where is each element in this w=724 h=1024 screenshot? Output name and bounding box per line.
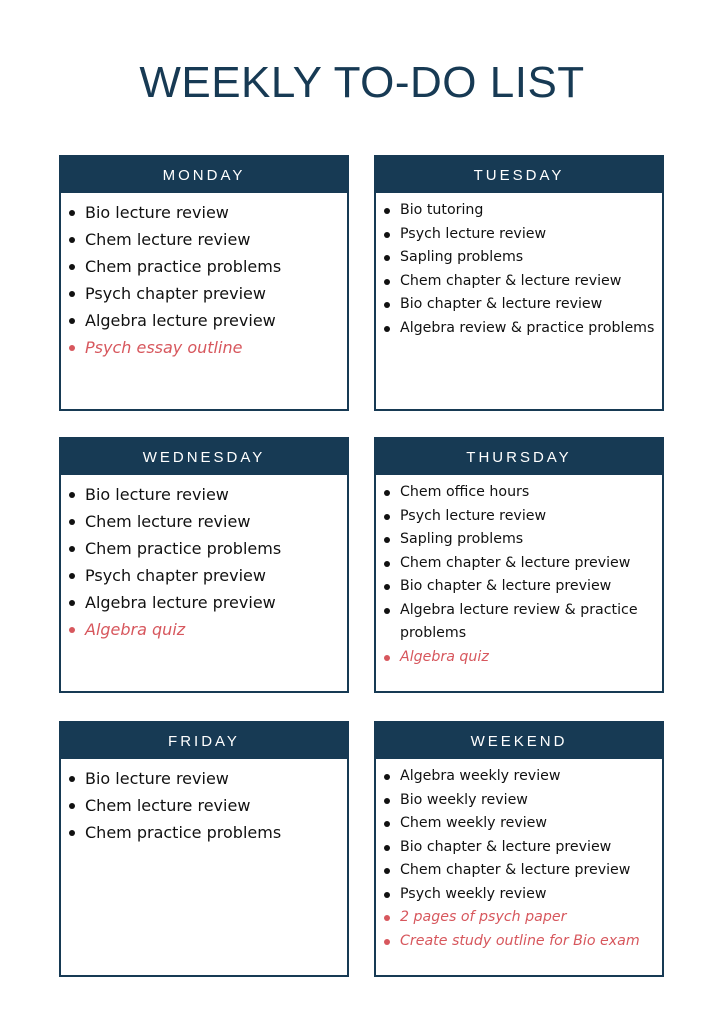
task-item-highlighted: Algebra quiz bbox=[61, 616, 343, 643]
task-item: Psych lecture review bbox=[376, 505, 658, 529]
task-item: Algebra lecture preview bbox=[61, 307, 343, 334]
task-list-wednesday bbox=[61, 475, 347, 643]
day-header-friday: FRIDAY bbox=[61, 723, 347, 759]
day-header-thursday: THURSDAY bbox=[376, 439, 662, 475]
task-item: Chem office hours bbox=[376, 481, 658, 505]
task-item: Chem chapter & lecture preview bbox=[376, 859, 658, 883]
day-card-friday bbox=[59, 721, 349, 977]
task-item: Psych chapter preview bbox=[61, 280, 343, 307]
day-header-weekend: WEEKEND bbox=[376, 723, 662, 759]
day-header-monday: MONDAY bbox=[61, 157, 347, 193]
task-item: Psych weekly review bbox=[376, 883, 658, 907]
task-item: Algebra weekly review bbox=[376, 765, 658, 789]
day-card-thursday bbox=[374, 437, 664, 693]
task-item: Algebra lecture preview bbox=[61, 589, 343, 616]
day-header-wednesday: WEDNESDAY bbox=[61, 439, 347, 475]
task-item: Bio tutoring bbox=[376, 199, 658, 223]
task-item-highlighted: 2 pages of psych paper bbox=[376, 906, 658, 930]
task-item: Algebra lecture review & practice problems bbox=[376, 599, 658, 646]
task-item: Chem lecture review bbox=[61, 508, 343, 535]
task-item: Bio weekly review bbox=[376, 789, 658, 813]
task-item: Chem practice problems bbox=[61, 819, 343, 846]
task-item: Bio chapter & lecture preview bbox=[376, 575, 658, 599]
task-item: Sapling problems bbox=[376, 528, 658, 552]
task-list-weekend bbox=[376, 759, 662, 953]
task-list-tuesday bbox=[376, 193, 662, 340]
task-item: Sapling problems bbox=[376, 246, 658, 270]
task-item: Chem practice problems bbox=[61, 253, 343, 280]
task-list-thursday bbox=[376, 475, 662, 669]
day-header-tuesday: TUESDAY bbox=[376, 157, 662, 193]
day-card-tuesday bbox=[374, 155, 664, 411]
task-item: Algebra review & practice problems bbox=[376, 317, 658, 341]
task-list-monday bbox=[61, 193, 347, 361]
task-item: Bio lecture review bbox=[61, 481, 343, 508]
task-item: Bio lecture review bbox=[61, 765, 343, 792]
page-title: WEEKLY TO-DO LIST bbox=[139, 58, 585, 107]
task-list-friday bbox=[61, 759, 347, 846]
task-item: Chem practice problems bbox=[61, 535, 343, 562]
day-card-wednesday bbox=[59, 437, 349, 693]
task-item: Chem chapter & lecture preview bbox=[376, 552, 658, 576]
task-item: Chem chapter & lecture review bbox=[376, 270, 658, 294]
task-item: Psych chapter preview bbox=[61, 562, 343, 589]
task-item: Chem weekly review bbox=[376, 812, 658, 836]
task-item-highlighted: Algebra quiz bbox=[376, 646, 658, 670]
task-item: Bio chapter & lecture review bbox=[376, 293, 658, 317]
task-item: Bio lecture review bbox=[61, 199, 343, 226]
task-item-highlighted: Psych essay outline bbox=[61, 334, 343, 361]
task-item-highlighted: Create study outline for Bio exam bbox=[376, 930, 658, 954]
day-card-monday bbox=[59, 155, 349, 411]
task-item: Bio chapter & lecture preview bbox=[376, 836, 658, 860]
task-item: Psych lecture review bbox=[376, 223, 658, 247]
task-item: Chem lecture review bbox=[61, 226, 343, 253]
task-item: Chem lecture review bbox=[61, 792, 343, 819]
day-card-weekend bbox=[374, 721, 664, 977]
